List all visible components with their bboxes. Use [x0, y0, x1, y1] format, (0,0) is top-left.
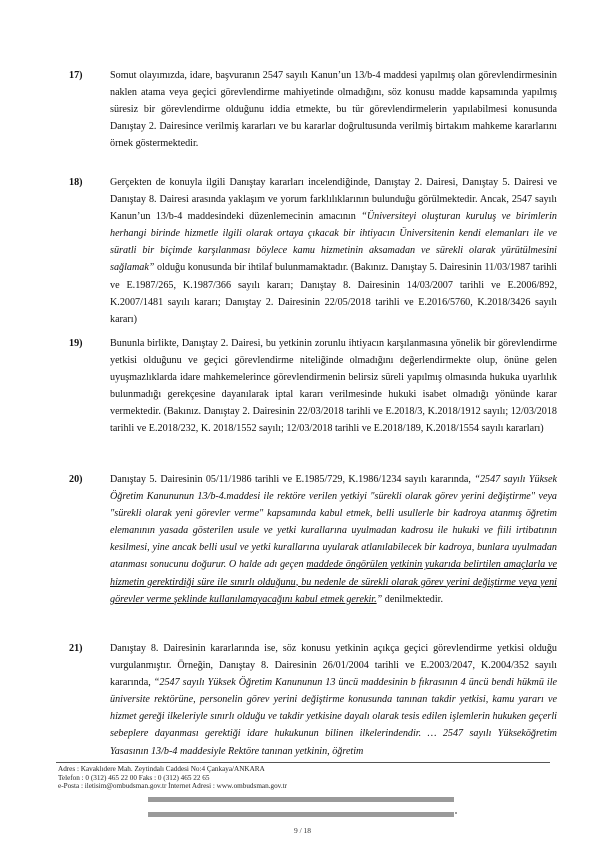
paragraph-text	[110, 640, 557, 760]
text-segment: Bununla birlikte, Danıştay 2. Dairesi, bu yetkinin zorunlu ihtiyacın karşılanmasına yönelik bir görevlendirme yetkisi olduğunu ve geçici görevlendirme niteliğinde olmadığını değerlendirmekte olup, önüne gelen uyuşmazlıklarda idare mahkemelerince görevlendirmenin belirsiz süreli yapılmış olmasında hukuka uyarlılık bulunmadığı gerekçesine dayanılarak iptal kararı verilmesinde hukuki isabet olmadığı yönünde karar vermektedir. (Bakınız. Danıştay 2. Dairesinin 22/03/2018 tarihli ve E.2018/3, K.2018/1912 sayılı; 12/03/2018 tarihli ve E.2018/232, K. 2018/1552 sayılı; 12/03/2018 tarihli ve E.2018/189, K.2018/1554 sayılı kararları)	[110, 338, 557, 435]
text-segment: Gerçekten de konuyla ilgili Danıştay kararları incelendiğinde, Danıştay 2. Dairesi, Danıştay 5. Dairesi ve Danıştay 8. Dairesi arasında yaklaşım ve yorum farklılıklarının bulunduğu görülmektedir. Ancak, 2547 sayılı Kanun’un 13/b-4 maddesindeki düzenlemecinin amacının	[110, 177, 557, 223]
text-segment: “Üniversiteyi oluşturan kuruluş ve birimlerin herhangi birinde hizmetle ilgili olarak ortaya çıkacak bir ihtiyacın Üniversitenin kendi elemanları ile ve süratli bir biçimde karşılanması böylece kamu hizmetinin aksamadan ve sürekli olarak yürütülmesini sağlamak”	[110, 211, 557, 274]
paragraph-number: 18)	[69, 177, 83, 188]
footer-address: Adres : Kavaklıdere Mah. Zeytindalı Caddesi No:4 Çankaya/ANKARA	[58, 765, 265, 773]
paragraph-17	[70, 67, 557, 152]
footer-contact	[58, 765, 287, 791]
footer-email: e-Posta : iletisim@ombudsman.gov.tr İnternet Adresi : www.ombudsman.gov.tr	[58, 782, 288, 791]
page-number: 9 / 18	[293, 826, 312, 835]
paragraph-number: 19)	[69, 338, 83, 349]
paragraph-text	[110, 67, 557, 152]
text-segment: Danıştay 8. Dairesinin kararlarında ise, söz konusu yetkinin açıkça geçici görevlendirme yetkisi olduğu vurgulanmıştır. Örneğin, Danıştay 8. Dairesinin 26/01/2004 tarihli ve E.2003/2047, K.2004/352 sayılı kararında,	[110, 643, 557, 689]
footer-bar-bottom	[148, 812, 454, 817]
text-segment: “2547 sayılı Yüksek Öğretim Kanununun 13/b-4.maddesi ile rektöre verilen yetkiyi "sürekli olarak görev yerini değiştirme" veya "sürekli olarak yeni görevler verme" kapsamında kabul etmek, belli usullerle bir kadroya atanmış öğretim elemanının yasada gösterilen usule ve yetki kurallarına uyulmadan kadrosu ile hukuki ve fiili irtibatının kesilmesi, yine ancak belli usul ve yetki kurallarına uyularak atlanılabilecek bir kadroya, bunlara uyulmadan atanması sonucunu doğurur. O halde adı geçen	[110, 474, 557, 571]
footer-bar-dot	[455, 812, 457, 814]
text-segment: “2547 sayılı Yüksek Öğretim Kanununun 13 üncü maddesinin b fıkrasının 4 üncü bendi hükmü ile üniversite rektörüne, personelin görev yerini değiştirme konusunda tanınan takdir yetkisi, kamu yararı ve hizmet gereği ilkeleriyle sınırlı olduğu ve takdir yetkisine dayalı olarak tesis edilen işlemlerin hukuken geçerli sebeplere dayanması gerektiği idare hukukunun bilinen ilkelerindendir. … 2547 sayılı Yükseköğretim Yasasının 13/b-4 maddesiyle Rektöre tanınan yetkinin, öğretim	[110, 677, 557, 757]
text-segment: ”	[376, 593, 383, 605]
text-segment: olduğu konusunda bir ihtilaf bulunmamaktadır. (Bakınız. Danıştay 5. Dairesinin 11/03/1987 tarihli ve E.1987/265, K.1987/366 sayılı kararı; Danıştay 8. Dairesinin 14/03/2007 tarihli ve E.2006/892, K.2007/1481 sayılı kararı; Danıştay 2. Dairesinin 22/05/2018 tarihli ve E.2016/5760, K.2018/3426 sayılı kararı)	[110, 262, 557, 325]
paragraph-19	[70, 335, 557, 438]
text-segment: Danıştay 5. Dairesinin 05/11/1986 tarihli ve E.1985/729, K.1986/1234 sayılı kararında,	[110, 474, 475, 485]
paragraph-text	[110, 471, 557, 608]
paragraph-text	[110, 335, 557, 438]
footer-bar-top	[148, 797, 454, 802]
paragraph-number: 21)	[69, 643, 83, 654]
paragraph-number: 17)	[69, 70, 83, 81]
text-segment: denilmektedir.	[382, 593, 443, 605]
footer-divider	[56, 762, 550, 763]
paragraph-21	[70, 640, 557, 760]
paragraph-20	[70, 471, 557, 608]
paragraph-18	[70, 174, 557, 328]
footer-phone: Telefon : 0 (312) 465 22 00 Faks : 0 (312) 465 22 65	[58, 773, 210, 782]
paragraph-number: 20)	[69, 474, 83, 485]
text-segment: maddede öngörülen yetkinin yukarıda belirtilen amaçlarla ve hizmetin gerektirdiği süre ile sınırlı olduğunu, bu nedenle de sürekli olarak görev yerini değiştirme veya yeni görevler verme şeklinde kullanılamayacağını kabul etmek gerekir.	[110, 559, 557, 605]
text-segment: Somut olayımızda, idare, başvuranın 2547 sayılı Kanun’un 13/b-4 maddesi yapılmış olan görevlendirmesinin naklen atama veya geçici görevlendirme mahiyetinde olmadığını, söz konusu madde kapsamında yapılmış süresiz bir görevlendirme olduğunu iddia etmekte, bu tür görevlendirmelerin yapılabilmesi konusunda Danıştay 2. Dairesince verilmiş kararları ve bu kararlar doğrultusunda verilmiş birtakım mahkeme kararlarını örnek göstermektedir.	[110, 70, 557, 150]
paragraph-text	[110, 174, 557, 328]
